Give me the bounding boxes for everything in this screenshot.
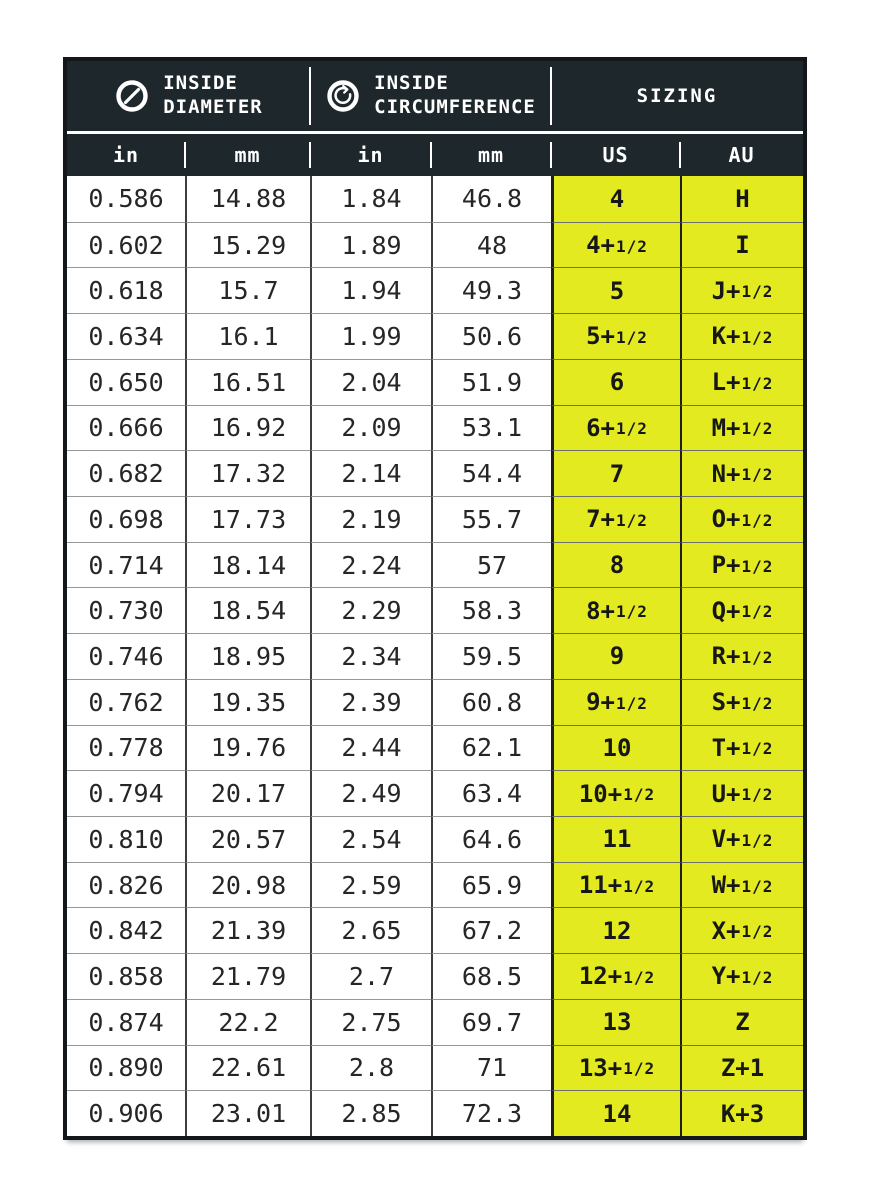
cell-circumference-mm: 55.7 xyxy=(431,496,551,542)
subheader-diameter-mm: mm xyxy=(185,134,310,176)
cell-diameter-in: 0.682 xyxy=(67,450,185,496)
cell-diameter-in: 0.650 xyxy=(67,359,185,405)
cell-diameter-mm: 19.35 xyxy=(185,679,310,725)
cell-size-us xyxy=(551,496,680,542)
header-group-inside-diameter xyxy=(67,61,310,131)
cell-circumference-mm: 54.4 xyxy=(431,450,551,496)
table-row xyxy=(67,816,803,862)
cell-diameter-in: 0.634 xyxy=(67,313,185,359)
half-fraction: 1/2 xyxy=(616,327,648,347)
header-label-line1: INSIDE xyxy=(374,72,449,95)
cell-size-au: I xyxy=(680,222,803,268)
cell-diameter-in: 0.890 xyxy=(67,1045,185,1091)
half-fraction: 1/2 xyxy=(741,419,774,439)
table-row xyxy=(67,176,803,222)
size-main: J+ xyxy=(711,276,741,305)
table-row xyxy=(67,770,803,816)
cell-diameter-in: 0.826 xyxy=(67,862,185,908)
cell-diameter-mm: 14.88 xyxy=(185,176,310,222)
cell-circumference-in: 2.09 xyxy=(310,405,431,451)
table-row xyxy=(67,862,803,908)
cell-size-au xyxy=(680,862,803,908)
half-fraction: 1/2 xyxy=(741,693,774,713)
cell-circumference-in: 1.89 xyxy=(310,222,431,268)
half-fraction: 1/2 xyxy=(741,830,774,850)
half-fraction: 1/2 xyxy=(741,602,774,622)
cell-size-us xyxy=(551,770,680,816)
half-fraction: 1/2 xyxy=(741,373,774,393)
cell-circumference-in: 2.14 xyxy=(310,450,431,496)
cell-diameter-mm: 21.39 xyxy=(185,907,310,953)
table-body xyxy=(67,176,803,1136)
cell-diameter-in: 0.810 xyxy=(67,816,185,862)
half-fraction: 1/2 xyxy=(741,739,774,759)
size-main: N+ xyxy=(711,459,741,488)
size-main: Q+ xyxy=(711,596,741,625)
table-row xyxy=(67,587,803,633)
subheader-size-au: AU xyxy=(680,134,803,176)
cell-diameter-in: 0.666 xyxy=(67,405,185,451)
half-fraction: 1/2 xyxy=(616,419,648,439)
cell-diameter-in: 0.602 xyxy=(67,222,185,268)
table-row xyxy=(67,405,803,451)
cell-diameter-mm: 20.57 xyxy=(185,816,310,862)
cell-circumference-mm: 71 xyxy=(431,1045,551,1091)
size-main: L+ xyxy=(711,368,741,397)
size-main: 10+ xyxy=(578,779,623,808)
cell-diameter-mm: 22.61 xyxy=(185,1045,310,1091)
cell-circumference-in: 1.84 xyxy=(310,176,431,222)
half-fraction: 1/2 xyxy=(616,236,648,256)
cell-diameter-mm: 18.54 xyxy=(185,587,310,633)
header-label-line1: INSIDE xyxy=(163,72,238,95)
cell-size-au: K+3 xyxy=(680,1090,803,1136)
table-row xyxy=(67,907,803,953)
cell-circumference-mm: 65.9 xyxy=(431,862,551,908)
cell-size-us: 10 xyxy=(551,725,680,771)
cell-size-us: 14 xyxy=(551,1090,680,1136)
table-row xyxy=(67,359,803,405)
cell-size-us: 5 xyxy=(551,267,680,313)
header-group-label xyxy=(374,72,536,120)
size-main: 13+ xyxy=(578,1053,623,1082)
cell-size-au xyxy=(680,496,803,542)
subheader-diameter-in: in xyxy=(112,143,140,167)
ring-size-chart xyxy=(63,57,807,1140)
cell-circumference-mm: 72.3 xyxy=(431,1090,551,1136)
table-header xyxy=(67,61,803,176)
cell-size-au xyxy=(680,679,803,725)
cell-diameter-mm: 15.29 xyxy=(185,222,310,268)
size-main: 9+ xyxy=(586,688,615,717)
size-main: 5+ xyxy=(586,322,615,351)
cell-size-au xyxy=(680,267,803,313)
cell-circumference-mm: 58.3 xyxy=(431,587,551,633)
half-fraction: 1/2 xyxy=(616,510,648,530)
cell-diameter-mm: 15.7 xyxy=(185,267,310,313)
cell-diameter-in: 0.842 xyxy=(67,907,185,953)
cell-diameter-mm: 16.51 xyxy=(185,359,310,405)
cell-size-us xyxy=(551,679,680,725)
table-row xyxy=(67,450,803,496)
cell-size-us xyxy=(551,405,680,451)
cell-circumference-in: 2.39 xyxy=(310,679,431,725)
cell-circumference-mm: 50.6 xyxy=(431,313,551,359)
cell-diameter-mm: 18.95 xyxy=(185,633,310,679)
cell-circumference-in: 2.75 xyxy=(310,999,431,1045)
table-row xyxy=(67,679,803,725)
cell-size-us xyxy=(551,1045,680,1091)
cell-size-us: 7 xyxy=(551,450,680,496)
cell-size-us: 12 xyxy=(551,907,680,953)
size-main: 6+ xyxy=(586,413,615,442)
half-fraction: 1/2 xyxy=(741,327,774,347)
half-fraction: 1/2 xyxy=(741,556,774,576)
cell-size-au xyxy=(680,770,803,816)
size-main: P+ xyxy=(711,551,741,580)
cell-size-au xyxy=(680,450,803,496)
cell-size-us: 11 xyxy=(551,816,680,862)
cell-size-us xyxy=(551,862,680,908)
sizing-label: SIZING xyxy=(636,85,718,107)
cell-size-us: 13 xyxy=(551,999,680,1045)
cell-size-au xyxy=(680,359,803,405)
cell-circumference-in: 2.44 xyxy=(310,725,431,771)
half-fraction: 1/2 xyxy=(741,465,774,485)
cell-size-us: 4 xyxy=(551,176,680,222)
cell-diameter-mm: 21.79 xyxy=(185,953,310,999)
size-main: R+ xyxy=(711,642,741,671)
header-group-row xyxy=(67,61,803,131)
cell-circumference-mm: 64.6 xyxy=(431,816,551,862)
cell-circumference-mm: 57 xyxy=(431,542,551,588)
cell-diameter-mm: 17.73 xyxy=(185,496,310,542)
half-fraction: 1/2 xyxy=(741,785,774,805)
size-main: 4+ xyxy=(586,231,615,260)
cell-circumference-mm: 60.8 xyxy=(431,679,551,725)
table-row xyxy=(67,999,803,1045)
cell-circumference-in: 2.7 xyxy=(310,953,431,999)
cell-circumference-mm: 51.9 xyxy=(431,359,551,405)
cell-circumference-in: 2.8 xyxy=(310,1045,431,1091)
size-main: O+ xyxy=(711,505,741,534)
cell-size-au xyxy=(680,587,803,633)
cell-diameter-in: 0.858 xyxy=(67,953,185,999)
cell-circumference-mm: 67.2 xyxy=(431,907,551,953)
cell-circumference-in: 2.24 xyxy=(310,542,431,588)
size-main: 8+ xyxy=(586,596,615,625)
table-row xyxy=(67,267,803,313)
cell-diameter-in: 0.874 xyxy=(67,999,185,1045)
cell-diameter-in: 0.762 xyxy=(67,679,185,725)
size-main: T+ xyxy=(711,733,741,762)
table-row xyxy=(67,496,803,542)
cell-size-us: 6 xyxy=(551,359,680,405)
size-main: 7+ xyxy=(586,505,615,534)
cell-diameter-in: 0.778 xyxy=(67,725,185,771)
subheader-row xyxy=(67,134,803,176)
circumference-icon xyxy=(325,78,361,114)
cell-diameter-in: 0.906 xyxy=(67,1090,185,1136)
cell-circumference-in: 1.99 xyxy=(310,313,431,359)
cell-size-au xyxy=(680,633,803,679)
half-fraction: 1/2 xyxy=(741,876,774,896)
cell-circumference-mm: 49.3 xyxy=(431,267,551,313)
table-row xyxy=(67,953,803,999)
cell-circumference-mm: 46.8 xyxy=(431,176,551,222)
half-fraction: 1/2 xyxy=(623,967,656,987)
table-row xyxy=(67,313,803,359)
header-group-sizing xyxy=(551,61,803,131)
cell-diameter-in: 0.698 xyxy=(67,496,185,542)
cell-diameter-mm: 16.92 xyxy=(185,405,310,451)
cell-diameter-in: 0.714 xyxy=(67,542,185,588)
subheader-circumference-in: in xyxy=(310,134,431,176)
subheader-circumference-mm: mm xyxy=(431,134,551,176)
cell-circumference-in: 2.49 xyxy=(310,770,431,816)
cell-circumference-mm: 62.1 xyxy=(431,725,551,771)
cell-size-us xyxy=(551,313,680,359)
cell-circumference-in: 2.34 xyxy=(310,633,431,679)
size-main: K+ xyxy=(711,322,741,351)
header-label-line2: DIAMETER xyxy=(163,96,263,118)
cell-size-us xyxy=(551,587,680,633)
cell-diameter-mm: 20.17 xyxy=(185,770,310,816)
size-main: S+ xyxy=(711,688,741,717)
cell-circumference-mm: 68.5 xyxy=(431,953,551,999)
cell-diameter-in: 0.746 xyxy=(67,633,185,679)
size-main: U+ xyxy=(711,779,741,808)
cell-diameter-in: 0.794 xyxy=(67,770,185,816)
table-row xyxy=(67,1090,803,1136)
header-group-label xyxy=(163,72,263,120)
header-group-inside-circumference xyxy=(310,61,551,131)
cell-size-au xyxy=(680,907,803,953)
cell-size-au: Z+1 xyxy=(680,1045,803,1091)
size-main: W+ xyxy=(711,871,741,900)
cell-size-au xyxy=(680,313,803,359)
cell-diameter-mm: 23.01 xyxy=(185,1090,310,1136)
cell-diameter-mm: 16.1 xyxy=(185,313,310,359)
half-fraction: 1/2 xyxy=(623,1059,656,1079)
half-fraction: 1/2 xyxy=(623,876,656,896)
size-main: M+ xyxy=(711,413,741,442)
table-row xyxy=(67,633,803,679)
cell-size-us: 9 xyxy=(551,633,680,679)
cell-circumference-mm: 48 xyxy=(431,222,551,268)
cell-circumference-in: 1.94 xyxy=(310,267,431,313)
cell-diameter-in: 0.618 xyxy=(67,267,185,313)
cell-circumference-in: 2.54 xyxy=(310,816,431,862)
cell-diameter-in: 0.586 xyxy=(67,176,185,222)
cell-diameter-mm: 18.14 xyxy=(185,542,310,588)
cell-circumference-in: 2.85 xyxy=(310,1090,431,1136)
header-label-line2: CIRCUMFERENCE xyxy=(374,96,536,118)
half-fraction: 1/2 xyxy=(741,510,774,530)
cell-diameter-mm: 17.32 xyxy=(185,450,310,496)
cell-circumference-in: 2.19 xyxy=(310,496,431,542)
cell-circumference-in: 2.29 xyxy=(310,587,431,633)
size-main: 12+ xyxy=(578,962,623,991)
half-fraction: 1/2 xyxy=(741,282,774,302)
size-main: Y+ xyxy=(711,962,741,991)
cell-size-us xyxy=(551,222,680,268)
size-main: V+ xyxy=(711,825,741,854)
cell-circumference-in: 2.04 xyxy=(310,359,431,405)
cell-size-us xyxy=(551,953,680,999)
size-main: 11+ xyxy=(578,871,623,900)
table-row xyxy=(67,222,803,268)
cell-circumference-in: 2.65 xyxy=(310,907,431,953)
cell-size-au xyxy=(680,953,803,999)
cell-size-au xyxy=(680,405,803,451)
half-fraction: 1/2 xyxy=(616,602,648,622)
diameter-icon xyxy=(114,78,150,114)
table-row xyxy=(67,725,803,771)
cell-circumference-mm: 63.4 xyxy=(431,770,551,816)
cell-diameter-mm: 22.2 xyxy=(185,999,310,1045)
table-row xyxy=(67,542,803,588)
cell-size-au xyxy=(680,725,803,771)
cell-size-au xyxy=(680,542,803,588)
cell-circumference-mm: 59.5 xyxy=(431,633,551,679)
cell-circumference-mm: 53.1 xyxy=(431,405,551,451)
cell-size-au: H xyxy=(680,176,803,222)
half-fraction: 1/2 xyxy=(741,922,774,942)
cell-diameter-mm: 20.98 xyxy=(185,862,310,908)
subheader-size-us: US xyxy=(551,134,680,176)
cell-size-us: 8 xyxy=(551,542,680,588)
half-fraction: 1/2 xyxy=(741,647,774,667)
cell-circumference-in: 2.59 xyxy=(310,862,431,908)
cell-size-au: Z xyxy=(680,999,803,1045)
table-row xyxy=(67,1045,803,1091)
cell-size-au xyxy=(680,816,803,862)
cell-diameter-mm: 19.76 xyxy=(185,725,310,771)
half-fraction: 1/2 xyxy=(741,967,774,987)
half-fraction: 1/2 xyxy=(616,693,648,713)
size-main: X+ xyxy=(711,916,741,945)
half-fraction: 1/2 xyxy=(623,785,656,805)
cell-circumference-mm: 69.7 xyxy=(431,999,551,1045)
cell-diameter-in: 0.730 xyxy=(67,587,185,633)
